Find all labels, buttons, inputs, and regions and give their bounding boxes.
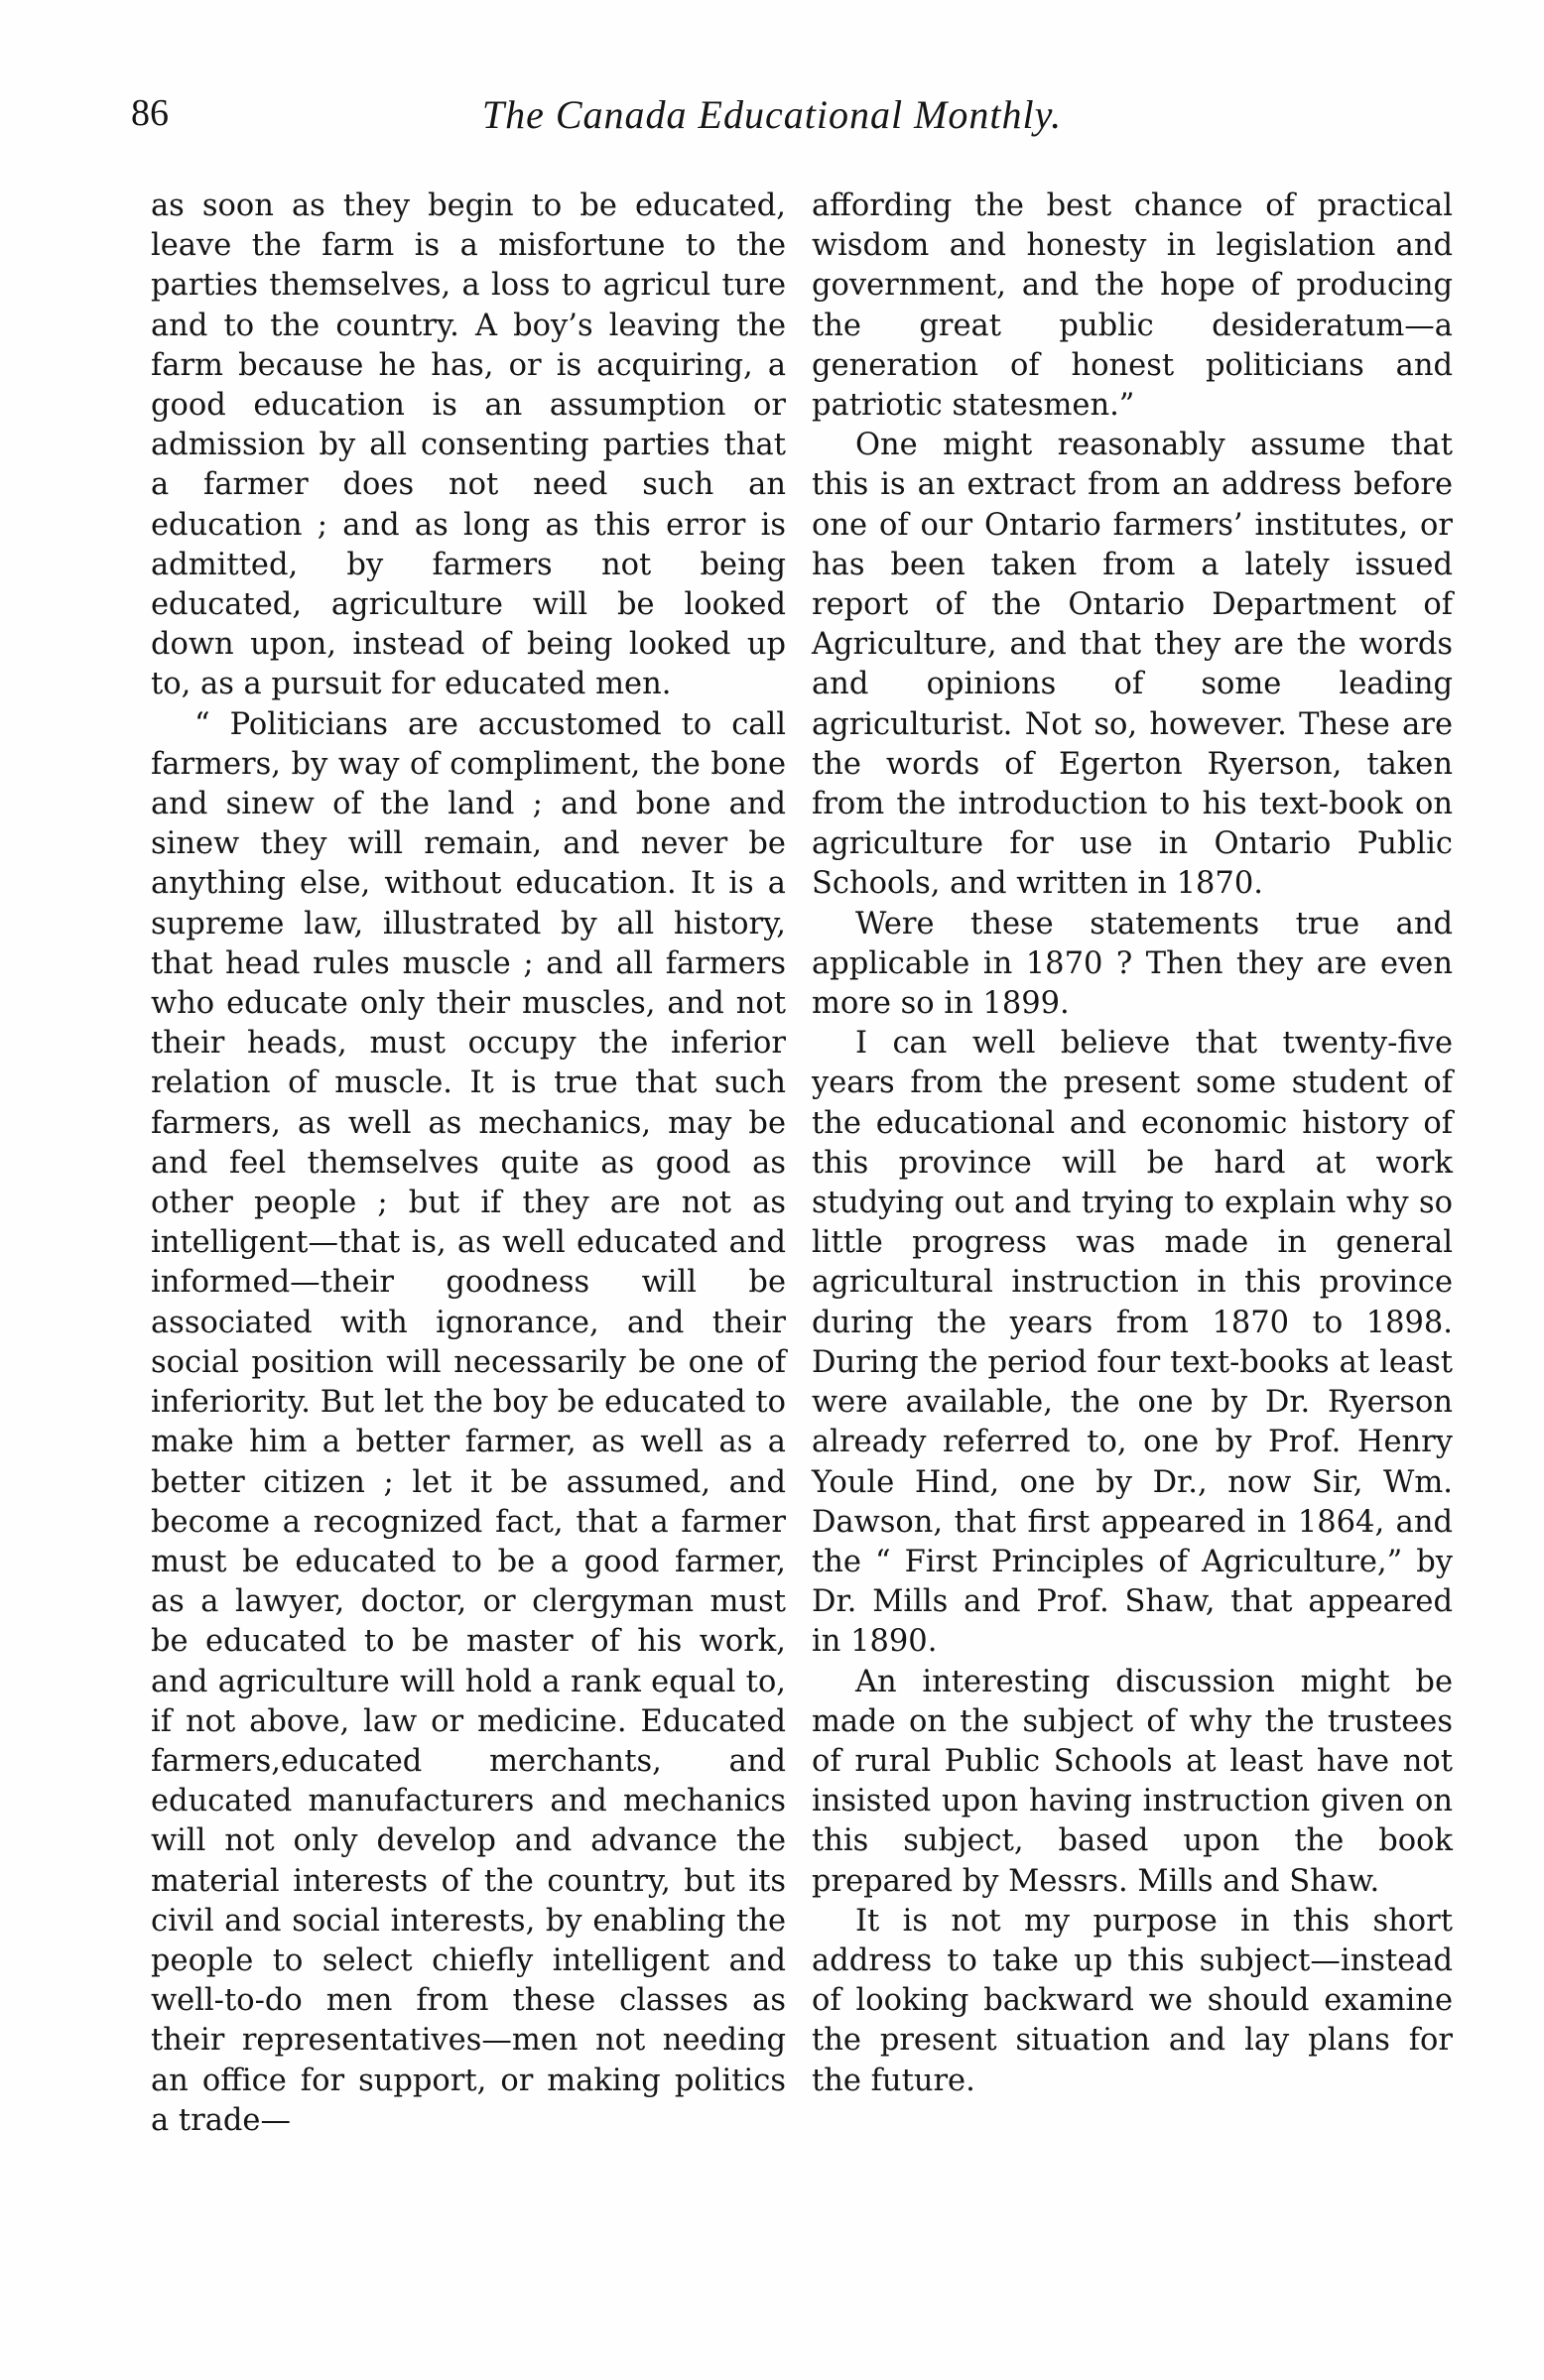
left-column [151, 187, 786, 2141]
paragraph: It is not my purpose in this short address to take up this subject—instead of looking backward we should examine the present situation and lay plans for the future. [812, 1903, 1453, 2098]
paragraph: as soon as they begin to be educated, leave the farm is a misfortune to the parties themselves, a loss to agricul ture and to the country. A boy’s leaving the farm because he has, or is acquiring, a good education is an assumption or admission by all consenting parties that a farmer does not need such an education ; and as long as this error is admitted, by farmers not being educated, agriculture will be looked down upon, instead of being looked up to, as a pursuit for educated men. [151, 188, 786, 702]
paragraph: Were these statements true and applicable in 1870 ? Then they are even more so in 1899. [812, 906, 1453, 1022]
paragraph: “ Politicians are accustomed to call farmers, by way of compliment, the bone and sinew of the land ; and bone and sinew they will remain, and never be anything else, without education. It is a supreme law, illustrated by all history, that head rules muscle ; and all farmers who educate only their muscles, and not their heads, must occupy the inferior relation of muscle. It is true that such farmers, as well as mechanics, may be and feel themselves quite as good as other people ; but if they are not as intelligent—that is, as well educated and informed—their goodness will be associated with ignorance, and their social position will necessarily be one of inferiority. But let the boy be educated to make him a better farmer, as well as a better citizen ; let it be assumed, and become a recognized fact, that a farmer must be educated to be a good farmer, as a lawyer, doctor, or clergyman must be educated to be master of his work, and agriculture will hold a rank equal to, if not above, law or medicine. Educated farmers,educated merchants, and educated manufacturers and mechanics will not only develop and advance the material interests of the country, but its civil and social interests, by enabling the people to select chiefly intelligent and well-to-do men from these classes as their representatives—men not needing an office for support, or making politics a trade— [151, 706, 786, 2138]
paragraph: One might reasonably assume that this is an extract from an address before one of our Ontario farmers’ institutes, or has been taken from a lately issued report of the Ontario Department of Agriculture, and that they are the words and opinions of some leading agriculturist. Not so, however. These are the words of Egerton Ryerson, taken from the introduction to his text-book on agriculture for use in Ontario Public Schools, and written in 1870. [812, 428, 1453, 902]
paragraph: I can well believe that twenty-five years from the present some student of the educational and economic history of this province will be hard at work studying out and trying to explain why so little progress was made in general agricultural instruction in this province during the years from 1870 to 1898. During the period four text-books at least were available, the one by Dr. Ryerson already referred to, one by Prof. Henry Youle Hind, one by Dr., now Sir, Wm. Dawson, that first appeared in 1864, and the “ First Principles of Agriculture,” by Dr. Mills and Prof. Shaw, that appeared in 1890. [812, 1026, 1453, 1660]
right-column [812, 187, 1453, 2101]
paragraph: An interesting discussion might be made on the subject of why the trustees of rural Public Schools at least have not insisted upon having instruction given on this subject, based upon the book prepared by Messrs. Mills and Shaw. [812, 1664, 1453, 1899]
page-number: 86 [131, 92, 169, 134]
paragraph: affording the best chance of practical wisdom and honesty in legislation and government, and the hope of producing the great public desideratum—a generation of honest politicians and patriotic statesmen.” [812, 188, 1453, 424]
running-title: The Canada Educational Monthly. [481, 92, 1063, 137]
page-header [0, 91, 1544, 151]
